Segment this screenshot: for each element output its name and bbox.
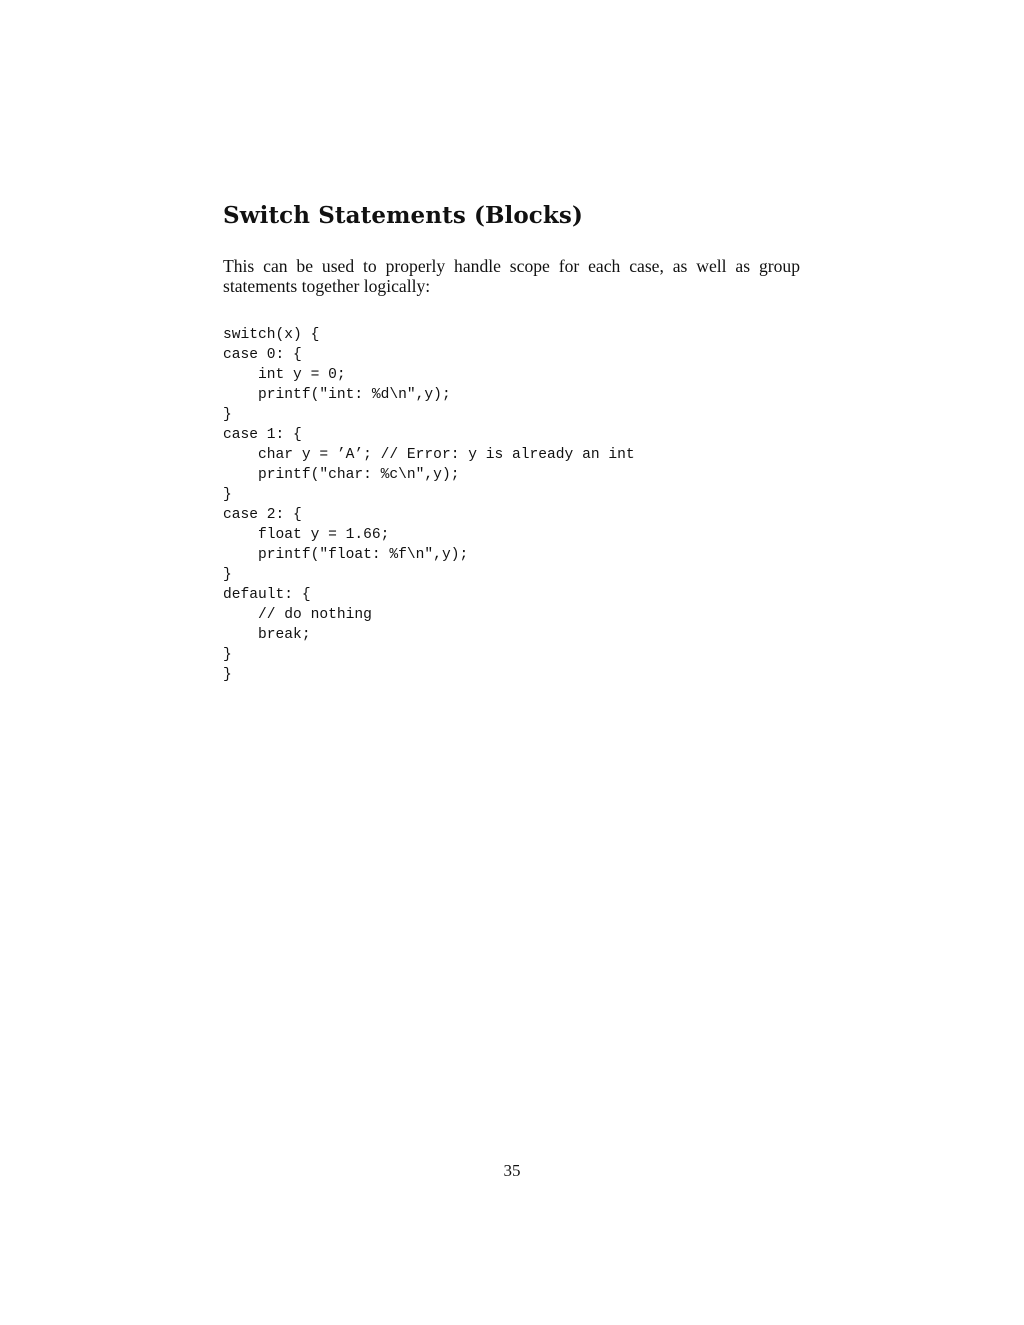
code-line: printf("int: %d\n",y); — [223, 387, 451, 403]
code-line: case 2: { — [223, 507, 302, 523]
intro-paragraph: This can be used to properly handle scope for each case, as well as group statements together logically: — [223, 256, 800, 296]
code-line: printf("char: %c\n",y); — [223, 467, 460, 483]
code-line: case 0: { — [223, 347, 302, 363]
code-block — [223, 325, 635, 685]
code-line: } — [223, 487, 232, 503]
code-line: char y = ’A’; // Error: y is already an int — [223, 447, 635, 463]
code-line: } — [223, 407, 232, 423]
page-number: 35 — [503, 1161, 521, 1180]
code-line: default: { — [223, 587, 311, 603]
code-line: } — [223, 667, 232, 683]
section-heading: Switch Statements (Blocks) — [223, 202, 583, 229]
code-line: case 1: { — [223, 427, 302, 443]
code-line: float y = 1.66; — [223, 527, 390, 543]
code-line: printf("float: %f\n",y); — [223, 547, 469, 563]
code-line: } — [223, 647, 232, 663]
code-line: } — [223, 567, 232, 583]
code-line: break; — [223, 627, 311, 643]
code-line: switch(x) { — [223, 327, 320, 343]
code-line: // do nothing — [223, 607, 372, 623]
code-line: int y = 0; — [223, 367, 346, 383]
